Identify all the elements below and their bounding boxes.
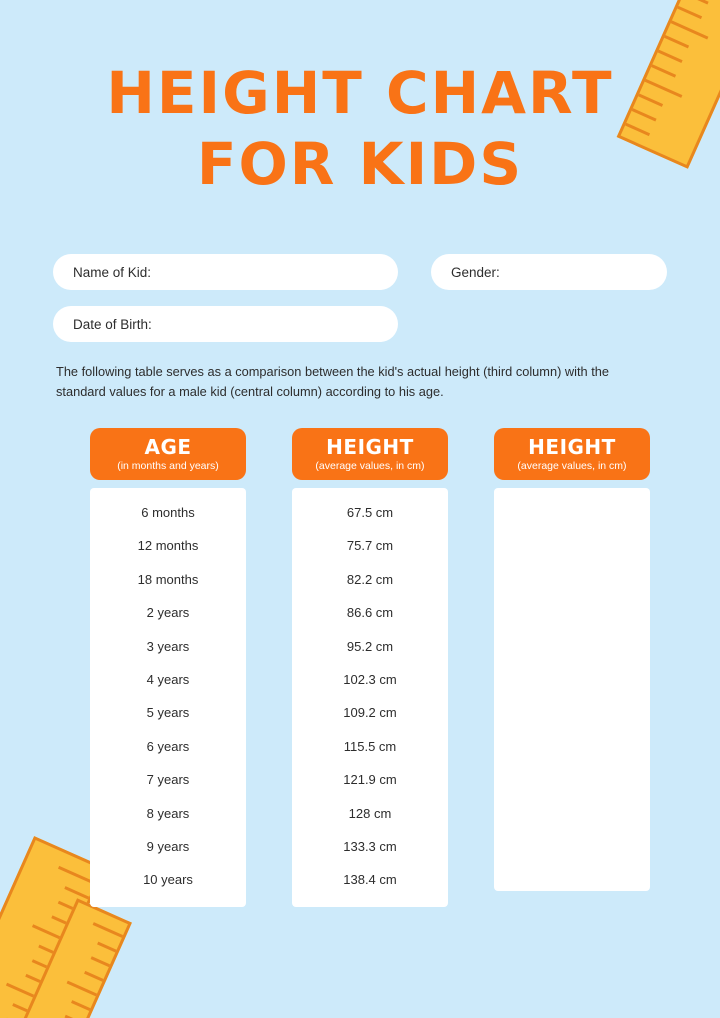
- column-header-standard-height-subtitle: (average values, in cm): [315, 460, 425, 472]
- table-cell-age: 6 months: [141, 505, 195, 520]
- table-cell-standard-height: 133.3 cm: [343, 838, 397, 854]
- name-of-kid-label: Name of Kid:: [73, 264, 152, 280]
- table-cell-standard-height: 67.5 cm: [346, 505, 394, 520]
- column-body-age: [90, 488, 246, 907]
- table-cell-actual-height[interactable]: [494, 797, 650, 830]
- table-cell-age: 6 years: [146, 738, 190, 754]
- table-cell-age: 7 years: [146, 772, 190, 788]
- form-row-2: [53, 306, 667, 358]
- table-cell-standard-height: 95.2 cm: [346, 638, 394, 654]
- form-row-1: [53, 254, 667, 306]
- table-cell-actual-height[interactable]: [494, 596, 650, 629]
- column-header-age-subtitle: (in months and years): [117, 460, 219, 472]
- column-header-standard-height: [292, 428, 448, 480]
- page-title-line1: HEIGHT CHART: [106, 59, 614, 127]
- table-cell-age: 10 years: [143, 872, 193, 888]
- page-title: [0, 58, 720, 200]
- table-cell-age: 4 years: [146, 671, 190, 687]
- table-cell-standard-height: 86.6 cm: [346, 605, 394, 621]
- table-cell-age: 5 years: [146, 705, 190, 721]
- column-header-age-title: AGE: [144, 435, 192, 459]
- table-cell-age: 8 years: [146, 805, 190, 821]
- table-cell-standard-height: 128 cm: [348, 805, 392, 821]
- table-cell-actual-height[interactable]: [494, 529, 650, 562]
- table-cell-standard-height: 109.2 cm: [343, 705, 397, 721]
- form-fields: [53, 254, 667, 358]
- column-body-actual-height[interactable]: [494, 488, 650, 891]
- table-column-standard-height: [292, 428, 448, 907]
- table-cell-standard-height: 121.9 cm: [343, 772, 397, 788]
- table-cell-standard-height: 115.5 cm: [343, 738, 397, 754]
- table-cell-actual-height[interactable]: [494, 663, 650, 696]
- description-text: The following table serves as a comparison between the kid's actual height (third column) with the standard values for a male kid (central column) according to his age.: [56, 364, 609, 399]
- table-cell-age: 2 years: [146, 605, 190, 621]
- table-cell-actual-height[interactable]: [494, 630, 650, 663]
- table-column-age: [90, 428, 246, 907]
- table-cell-age: 12 months: [137, 538, 199, 554]
- gender-field[interactable]: [431, 254, 667, 290]
- table-cell-standard-height: 82.2 cm: [346, 571, 394, 587]
- table-cell-actual-height[interactable]: [494, 863, 650, 896]
- table-column-actual-height: [494, 428, 650, 907]
- table-cell-actual-height[interactable]: [494, 763, 650, 796]
- table-cell-actual-height[interactable]: [494, 563, 650, 596]
- table-cell-actual-height[interactable]: [494, 830, 650, 863]
- table-cell-actual-height[interactable]: [494, 496, 650, 529]
- table-cell-standard-height: 75.7 cm: [346, 538, 394, 554]
- column-header-actual-height-subtitle: (average values, in cm): [517, 460, 627, 472]
- table-cell-age: 3 years: [146, 638, 190, 654]
- table-cell-age: 18 months: [137, 571, 199, 587]
- page-title-line2: FOR KIDS: [196, 129, 524, 198]
- column-body-standard-height: [292, 488, 448, 907]
- table-cell-standard-height: 102.3 cm: [343, 671, 397, 687]
- name-of-kid-field[interactable]: [53, 254, 398, 290]
- gender-label: Gender:: [451, 264, 500, 280]
- date-of-birth-field[interactable]: [53, 306, 398, 342]
- height-table: [90, 428, 650, 907]
- column-header-actual-height-title: HEIGHT: [528, 435, 616, 459]
- table-cell-standard-height: 138.4 cm: [343, 872, 397, 888]
- column-header-actual-height: [494, 428, 650, 480]
- date-of-birth-label: Date of Birth:: [73, 316, 152, 332]
- column-header-age: [90, 428, 246, 480]
- table-cell-actual-height[interactable]: [494, 696, 650, 729]
- table-cell-age: 9 years: [146, 838, 190, 854]
- table-cell-actual-height[interactable]: [494, 730, 650, 763]
- column-header-standard-height-title: HEIGHT: [326, 435, 414, 459]
